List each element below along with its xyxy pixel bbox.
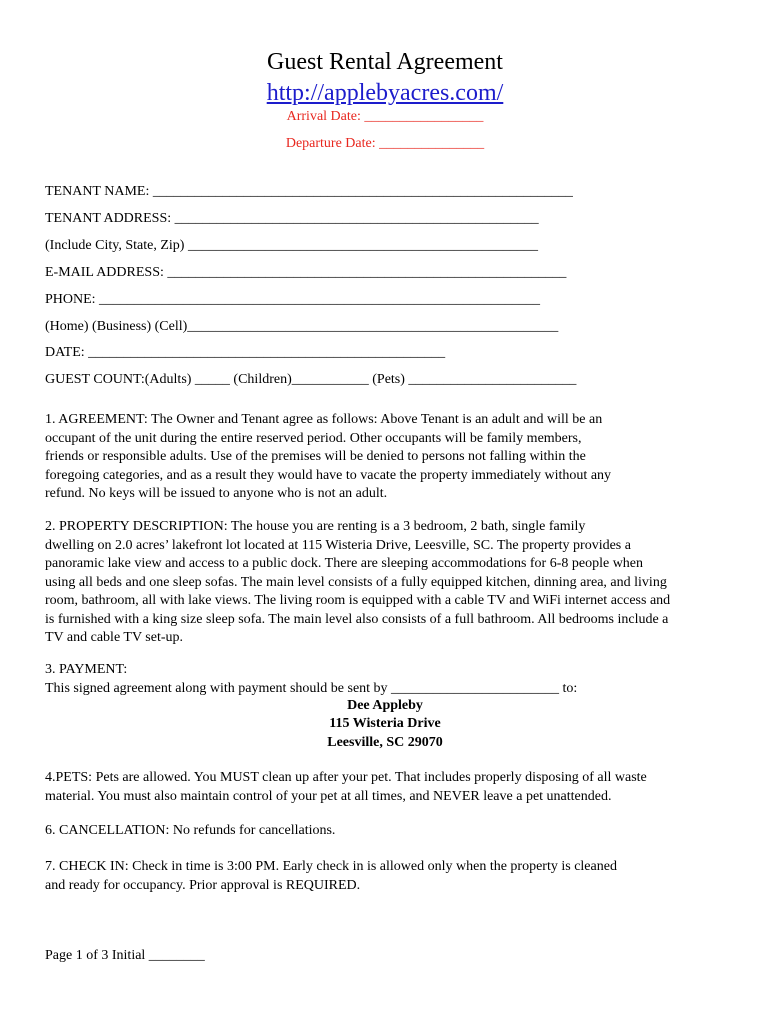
section-line: using all beds and one sleep sofas. The main level consists of a fully equipped kitchen, dinning area, and living <box>45 574 667 590</box>
section-line: is furnished with a king size sleep sofa. The main level also consists of a full bathroom. All bedrooms include a <box>45 611 669 627</box>
payment-line: This signed agreement along with payment should be sent by ________________________ to: <box>45 680 578 696</box>
check-in-section <box>45 858 735 895</box>
section-line: occupant of the unit during the entire reserved period. Other occupants will be family members, <box>45 430 582 446</box>
section-line: 1. AGREEMENT: The Owner and Tenant agree as follows: Above Tenant is an adult and will be an <box>45 412 603 427</box>
payment-section <box>45 661 735 698</box>
section-line: dwelling on 2.0 acres’ lakefront lot located at 115 Wisteria Drive, Leesville, SC. The property provides a <box>45 537 631 553</box>
section-line: foregoing categories, and as a result they would have to vacate the property immediately without any <box>45 467 612 483</box>
page-footer-initial[interactable]: Page 1 of 3 Initial ________ <box>45 948 205 963</box>
tenant-name-field[interactable]: TENANT NAME: ____________________________________________________________ <box>45 184 573 199</box>
section-line: 6. CANCELLATION: No refunds for cancellations. <box>45 823 336 838</box>
arrival-date-field[interactable]: Arrival Date: _________________ <box>286 109 484 124</box>
section-line: 7. CHECK IN: Check in time is 3:00 PM. Early check in is allowed only when the property is cleaned <box>45 859 617 874</box>
section-line: refund. No keys will be issued to anyone who is not an adult. <box>45 486 388 501</box>
website-link[interactable]: http://applebyacres.com/ <box>266 80 504 106</box>
payee-city: Leesville, SC 29070 <box>327 735 443 750</box>
property-description-section <box>45 518 735 648</box>
section-line: panoramic lake view and access to a public dock. There are sleeping accommodations for 6-8 people when <box>45 556 644 571</box>
city-state-zip-field[interactable]: (Include City, State, Zip) __________________________________________________ <box>45 238 538 253</box>
cancellation-section <box>45 822 735 841</box>
section-line: 3. PAYMENT: <box>45 662 128 677</box>
document-title: Guest Rental Agreement <box>267 49 503 75</box>
section-line: material. You must also maintain control of your pet at all times, and NEVER leave a pet unattended. <box>45 788 612 804</box>
guest-count-field[interactable]: GUEST COUNT:(Adults) _____ (Children)___________ (Pets) ________________________ <box>45 372 577 387</box>
date-field[interactable]: DATE: ___________________________________________________ <box>45 345 446 360</box>
section-line: 4.PETS: Pets are allowed. You MUST clean up after your pet. That includes properly disposing of all waste <box>45 770 647 785</box>
section-line: TV and cable TV set-up. <box>45 630 184 645</box>
section-line: and ready for occupancy. Prior approval is REQUIRED. <box>45 877 361 893</box>
departure-date-field[interactable]: Departure Date: _______________ <box>285 136 485 151</box>
pets-section <box>45 769 735 806</box>
payee-street: 115 Wisteria Drive <box>329 716 441 731</box>
section-line: 2. PROPERTY DESCRIPTION: The house you are renting is a 3 bedroom, 2 bath, single family <box>45 519 586 534</box>
agreement-section <box>45 411 735 504</box>
phone-field[interactable]: PHONE: _______________________________________________________________ <box>45 292 541 307</box>
email-address-field[interactable]: E-MAIL ADDRESS: _________________________________________________________ <box>45 265 567 280</box>
section-line: friends or responsible adults. Use of the premises will be denied to persons not falling within the <box>45 449 586 464</box>
tenant-address-field[interactable]: TENANT ADDRESS: ____________________________________________________ <box>45 211 539 226</box>
phone-type-field[interactable]: (Home) (Business) (Cell)_____________________________________________________ <box>45 319 559 334</box>
payee-name: Dee Appleby <box>347 698 423 713</box>
section-line: room, bathroom, all with lake views. The living room is equipped with a cable TV and WiFi internet access and <box>45 593 671 608</box>
